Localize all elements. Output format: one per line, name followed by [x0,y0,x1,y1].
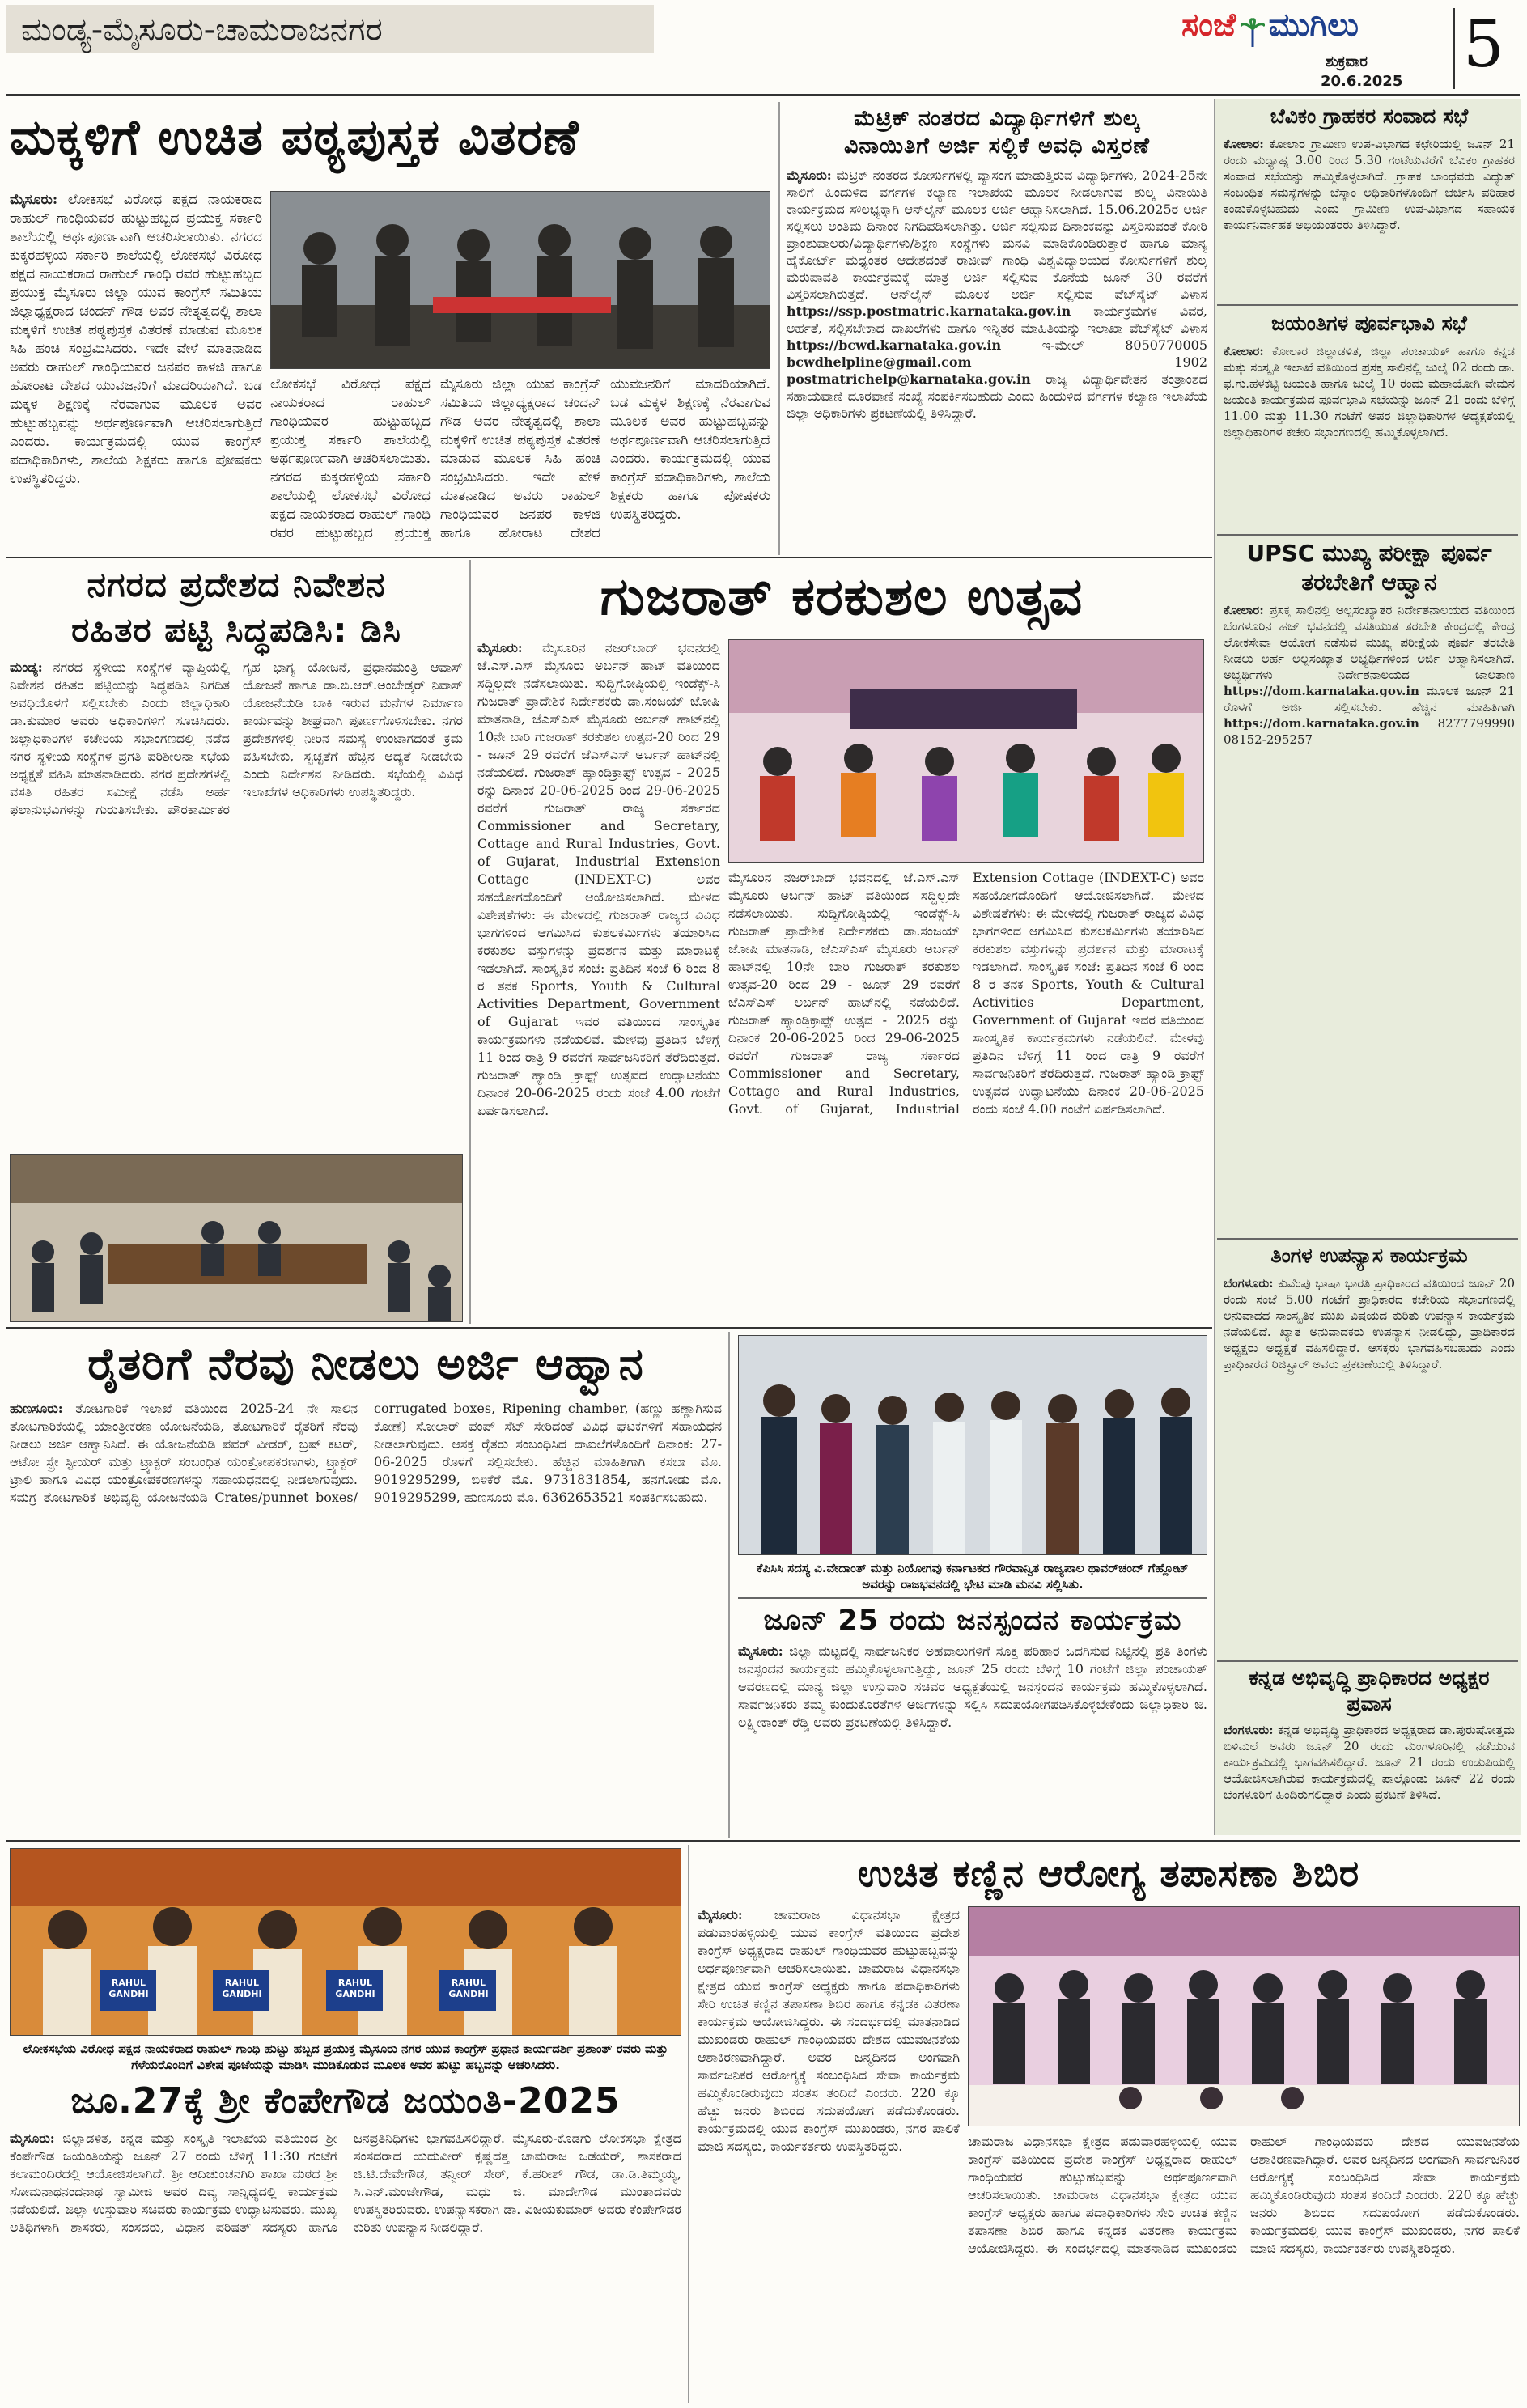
dateline: ಮೈಸೂರು: [10,192,58,208]
sidebar-text: ಕೋಲಾರ ಗ್ರಾಮೀಣ ಉಪ-ವಿಭಾಗದ ಕಛೇರಿಯಲ್ಲಿ ಜೂನ್ 21 ರಂದು ಮಧ್ಯಾಹ್ನ 3.00 ರಿಂದ 5.30 ಗಂಟೆಯವರೆಗೆ ಬೆವಿಕಂ ಗ್ರಾಹಕರ ಸಂವಾದ ಸಭೆಯನ್ನು ಹಮ್ಮಿಕೊಳ್ಳಲಾಗಿದೆ. ಗ್ರಾಹಕ ಬಾಂಧವರು ವಿದ್ಯುತ್ ಸಂಬಂಧಿತ ಸಮಸ್ಯೆಗಳನ್ನು ಬೆಸ್ಕಾಂ ಅಧಿಕಾರಿಗಳೊಂದಿಗೆ ಚರ್ಚಿಸಿ ಪರಿಹಾರ ಕಂಡುಕೊಳ್ಳಬಹುದು ಎಂದು ಗ್ರಾಮೀಣ ಉಪ-ವಿಭಾಗದ ಸಹಾಯಕ ಕಾರ್ಯನಿರ್ವಾಹಕ ಅಭಿಯಂತರರು ತಿಳಿಸಿದ್ದಾರೆ. [1224,137,1515,232]
banner-rahul-3: RAHUL GANDHI [335,1978,375,1999]
photo-eye-camp [968,1906,1520,2126]
article-textbooks-continued [270,375,770,553]
headline-textbooks: ಮಕ್ಕಳಿಗೆ ಉಚಿತ ಪಠ್ಯಪುಸ್ತಕ ವಿತರಣೆ [10,109,579,166]
article-text-2: ಕಾರ್ಯಕ್ರಮಗಳ ವಿವರ, ಅರ್ಹತೆ, ಸಲ್ಲಿಸಬೇಕಾದ ದಾಖಲೆಗಳು ಹಾಗೂ ಇನ್ನಿತರ ಮಾಹಿತಿಯನ್ನು ಇಲಾಖಾ ವೆಬ್‌ಸೈಟ್ ವಿಳಾಸ [787,303,1207,336]
palm-tree-icon [1241,18,1265,47]
link-dom-2[interactable]: https://dom.karnataka.gov.in [1224,716,1419,731]
email-label: ಇ-ಮೇಲ್ [1041,337,1084,353]
dateline: ಮಂಡ್ಯ: [10,659,43,675]
link-bcwd[interactable]: https://bcwd.karnataka.gov.in [787,337,1002,353]
article-text: ಜಿಲ್ಲಾ ಮಟ್ಟದಲ್ಲಿ ಸಾರ್ವಜನಿಕರ ಅಹವಾಲುಗಳಿಗೆ ಸೂಕ್ತ ಪರಿಹಾರ ಒದಗಿಸುವ ನಿಟ್ಟಿನಲ್ಲಿ ಪ್ರತಿ ತಿಂಗಳು ಜನಸ್ಪಂದನ ಕಾರ್ಯಕ್ರಮ ಹಮ್ಮಿಕೊಳ್ಳಲಾಗುತ್ತಿದ್ದು, ಜೂನ್ 25 ರಂದು ಬೆಳಿಗ್ಗೆ 10 ಗಂಟೆಗೆ ಜಿಲ್ಲಾ ಪಂಚಾಯತ್ ಆವರಣದಲ್ಲಿ ಮಾನ್ಯ ಜಿಲ್ಲಾ ಉಸ್ತುವಾರಿ ಸಚಿವರ ಅಧ್ಯಕ್ಷತೆಯಲ್ಲಿ ಜನಸ್ಪಂದನ ಕಾರ್ಯಕ್ರಮ ಹಮ್ಮಿಕೊಳ್ಳಲಾಗಿದೆ. ಸಾರ್ವಜನಿಕರು ತಮ್ಮ ಕುಂದುಕೊರತೆಗಳ ಅರ್ಜಿಗಳನ್ನು ಸಲ್ಲಿಸಿ ಸದುಪಯೋಗಪಡಿಸಿಕೊಳ್ಳಬೇಕೆಂದು ಜಿಲ್ಲಾಧಿಕಾರಿ ಜಿ. ಲಕ್ಷ್ಮೀಕಾಂತ್ ರೆಡ್ಡಿ ಅವರು ಪ್ರಕಟಣೆಯಲ್ಲಿ ತಿಳಿಸಿದ್ದಾರೆ. [738,1643,1207,1730]
section-rule-3 [6,1840,1520,1842]
article-janaspandana-body [738,1643,1207,1834]
sidebar-rule-3 [1217,1238,1518,1240]
photo-camp-illustration [969,1907,1520,2126]
dateline: ಮೈಸೂರು: [738,1643,783,1659]
dateline: ಹುಣಸೂರು: [10,1401,63,1416]
dateline: ಮೈಸೂರು: [787,167,832,183]
headline-scholarship-line1: ಮೆಟ್ರಿಕ್ ನಂತರದ ವಿದ್ಯಾರ್ಥಿಗಳಿಗೆ ಶುಲ್ಕ [854,106,1140,131]
column-rule [469,560,471,1324]
sidebar-headline-4: ತಿಂಗಳ ಉಪನ್ಯಾಸ ಕಾರ್ಯಕ್ರಮ [1270,1244,1468,1267]
headline-gujarat: ಗುಜರಾತ್ ಕರಕುಶಲ ಉತ್ಸವ [600,567,1084,627]
article-text: ಮೈಸೂರಿನ ನಜರ್‌ಬಾದ್ ಭವನದಲ್ಲಿ ಜೆ.ಎಸ್.ಎಸ್ ಮೈಸೂರು ಅರ್ಬನ್ ಹಾಟ್ ವತಿಯಿಂದ ಸದ್ದಿಲ್ಲದೇ ನಡೆಸಲಾಯಿತು. ಸುದ್ದಿಗೋಷ್ಠಿಯಲ್ಲಿ ಇಂಡೆಕ್ಸ್-ಸಿ ಗುಜರಾತ್ ಪ್ರಾದೇಶಿಕ ನಿರ್ದೇಶಕರು ಡಾ.ಸಂಜಯ್ ಜೋಷಿ ಮಾತನಾಡಿ, ಜೆಎಸ್‌ಎಸ್ ಮೈಸೂರು ಅರ್ಬನ್ ಹಾಟ್‌ನಲ್ಲಿ 10ನೇ ಬಾರಿ ಗುಜರಾತ್ ಕರಕುಶಲ ಉತ್ಸವ-20 ರಿಂದ 29 - ಜೂನ್ 29 ರವರೆಗೆ ಜೆಎಸ್‌ಎಸ್ ಅರ್ಬನ್ ಹಾಟ್‌ನಲ್ಲಿ ನಡೆಯಲಿದೆ. ಗುಜರಾತ್ ಹ್ಯಾಂಡಿಕ್ರಾಫ್ಟ್ ಉತ್ಸವ - 2025 ರನ್ನು ದಿನಾಂಕ 20-06-2025 ರಿಂದ 29-06-2025 ರವರೆಗೆ ಗುಜರಾತ್ ರಾಜ್ಯ ಸರ್ಕಾರದ Commissioner and Secretary, Cottage and Rural Industries, Govt. of Gujarat, Industrial Extension Cottage (INDEXT-C) ಅವರ ಸಹಯೋಗದೊಂದಿಗೆ ಆಯೋಜಿಸಲಾಗಿದೆ. ಮೇಳದ ವಿಶೇಷತೆಗಳು: ಈ ಮೇಳದಲ್ಲಿ ಗುಜರಾತ್ ರಾಜ್ಯದ ವಿವಿಧ ಭಾಗಗಳಿಂದ ಆಗಮಿಸಿದ ಕುಶಲಕರ್ಮಿಗಳು ತಯಾರಿಸಿದ ಕರಕುಶಲ ವಸ್ತುಗಳನ್ನು ಪ್ರದರ್ಶನ ಮತ್ತು ಮಾರಾಟಕ್ಕೆ ಇಡಲಾಗಿದೆ. ಸಾಂಸ್ಕೃತಿಕ ಸಂಜೆ: ಪ್ರತಿದಿನ ಸಂಜೆ 6 ರಿಂದ 8 ರ ತನಕ Sports, Youth & Cultural Activities Department, Government of Gujarat ಇವರ ವತಿಯಿಂದ ಸಾಂಸ್ಕೃತಿಕ ಕಾರ್ಯಕ್ರಮಗಳು ನಡೆಯಲಿವೆ. ಮೇಳವು ಪ್ರತಿದಿನ ಬೆಳಿಗ್ಗೆ 11 ರಿಂದ ರಾತ್ರಿ 9 ರವರೆಗೆ ಸಾರ್ವಜನಿಕರಿಗೆ ತೆರೆದಿರುತ್ತದೆ. ಗುಜರಾತ್ ಹ್ಯಾಂಡಿ ಕ್ರಾಫ್ಟ್ ಉತ್ಸವದ ಉದ್ಘಾಟನೆಯು ದಿನಾಂಕ 20-06-2025 ರಂದು ಸಂಜೆ 4.00 ಗಂಟೆಗೆ ಏರ್ಪಡಿಸಲಾಗಿದೆ. [477,640,720,1118]
issue-day: ಶುಕ್ರವಾರ [1326,53,1368,70]
sidebar-phone: 8277799990 [1437,716,1515,731]
article-housing-body [10,659,463,1151]
sidebar-text: ಪ್ರಸಕ್ತ ಸಾಲಿನಲ್ಲಿ ಅಲ್ಪಸಂಖ್ಯಾತರ ನಿರ್ದೇಶನಾಲಯದ ವತಿಯಿಂದ ಬೆಂಗಳೂರಿನ ಹಜ್ ಭವನದಲ್ಲಿ ವಸತಿಯುತ ತರಬೇತಿ ಕೇಂದ್ರದಲ್ಲಿ ಕೇಂದ್ರ ಲೋಕಸೇವಾ ಆಯೋಗ ನಡೆಸುವ ಮುಖ್ಯ ಪರೀಕ್ಷೆಯ ಪೂರ್ವ ತರಬೇತಿ ನೀಡಲು ಅರ್ಹ ಅಲ್ಪಸಂಖ್ಯಾತ ಅಭ್ಯರ್ಥಿಗಳಿಂದ ಅರ್ಜಿ ಆಹ್ವಾನಿಸಲಾಗಿದೆ. ಅಭ್ಯರ್ಥಿಗಳು ನಿರ್ದೇಶನಾಲಯದ ಜಾಲತಾಣ [1224,603,1515,682]
dateline: ಕೋಲಾರ: [1224,344,1264,358]
headline-janaspandana: ಜೂನ್ 25 ರಂದು ಜನಸ್ಪಂದನ ಕಾರ್ಯಕ್ರಮ [763,1605,1182,1637]
sidebar-headline-2: ಜಯಂತಿಗಳ ಪೂರ್ವಭಾವಿ ಸಭೆ [1271,312,1467,335]
sidebar-headline-5: ಕನ್ನಡ ಅಭಿವೃದ್ಧಿ ಪ್ರಾಧಿಕಾರದ ಅಧ್ಯಕ್ಷರ ಪ್ರವಾಸ [1249,1666,1490,1715]
article-scholarship-body [787,167,1207,552]
section-rule-2 [6,1327,1212,1329]
inner-rule [738,1597,1207,1599]
helpline-number: 1902 [1174,354,1207,370]
issue-date: 20.6.2025 [1321,73,1403,90]
column-rule [778,102,780,555]
column-rule [728,1332,730,1838]
logo-sanje: ಸಂಜೆ [1181,6,1236,44]
sidebar-headline-1: ಬೆವಿಕಂ ಗ್ರಾಹಕರ ಸಂವಾದ ಸಭೆ [1270,104,1469,128]
section-title: ಮಂಡ್ಯ-ಮೈಸೂರು-ಚಾಮರಾಜನಗರ [21,11,383,49]
photo-birthday-celebration [10,1848,681,2036]
article-text-3: ರಾಜ್ಯ ವಿದ್ಯಾರ್ಥಿವೇತನ ತಂತ್ರಾಂಶದ ಸಹಾಯವಾಣಿ ದೂರವಾಣಿ ಸಂಖ್ಯೆ ಸಂಪರ್ಕಿಸಬಹುದು ಎಂದು ಹಿಂದುಳಿದ ವರ್ಗಗಳ ಕಲ್ಯಾಣ ಇಲಾಖೆಯ ಜಿಲ್ಲಾ ಅಧಿಕಾರಿಗಳು ಪ್ರಕಟಣೆಯಲ್ಲಿ ತಿಳಿಸಿದ್ದಾರೆ. [787,371,1207,421]
sidebar-body-5 [1224,1722,1515,1832]
photo-textbook-distribution [270,191,770,369]
photo-dc-meeting [10,1154,463,1322]
link-dom[interactable]: https://dom.karnataka.gov.in [1224,684,1419,698]
dateline: ಮೈಸೂರು: [477,640,523,655]
banner-rahul-2: RAHUL GANDHI [222,1978,262,1999]
sidebar-headline-3: UPSC ಮುಖ್ಯ ಪರೀಕ್ಷಾ ಪೂರ್ವ ತರಬೇತಿಗೆ ಆಹ್ವಾನ [1246,540,1492,596]
photo-people-illustration [271,192,770,369]
dateline: ಕೋಲಾರ: [1224,137,1264,151]
sidebar-body-1 [1224,136,1515,298]
article-text: ತೋಟಗಾರಿಕೆ ಇಲಾಖೆ ವತಿಯಿಂದ 2025-24 ನೇ ಸಾಲಿನ ತೋಟಗಾರಿಕೆಯಲ್ಲಿ ಯಾಂತ್ರೀಕರಣ ಯೋಜನೆಯಡಿ, ತೋಟಗಾರಿಕೆ ರೈತರಿಗೆ ನೆರವು ನೀಡಲು ಅರ್ಜಿ ಆಹ್ವಾನಿಸಿದೆ. ಈ ಯೋಜನೆಯಡಿ ಪವರ್ ವೀಡರ್, ಬ್ರಷ್ ಕಟರ್, ಆಟೋ ಸ್ಪ್ರೇ ಸ್ಟೀಯರ್ ಮತ್ತು ಟ್ರ್ಯಾಕ್ಟರ್ ಸಂಬಂಧಿತ ಯಂತ್ರೋಪಕರಣಗಳು, ಟ್ರ್ಯಾಕ್ಟರ್ ಟ್ರಾಲಿ ಹಾಗೂ ವಿವಿಧ ಯಂತ್ರೋಪಕರಣಗಳನ್ನು ಸಹಾಯಧನದಲ್ಲಿ ನೀಡಲಾಗುವುದು. ಸಮಗ್ರ ತೋಟಗಾರಿಕೆ ಅಭಿವೃದ್ಧಿ ಯೋಜನೆಯಡಿ Crates/punnet boxes/ corrugated boxes, Ripening chamber, (ಹಣ್ಣು ಹಣ್ಣಾಗಿಸುವ ಕೋಣೆ) ಸೋಲಾರ್ ಪಂಪ್ ಸೆಟ್ ಸೇರಿದಂತೆ ವಿವಿಧ ಘಟಕಗಳಿಗೆ ಸಹಾಯಧನ ನೀಡಲಾಗುವುದು. ಆಸಕ್ತ ರೈತರು ಸಂಬಂಧಿಸಿದ ದಾಖಲೆಗಳೊಂದಿಗೆ ದಿನಾಂಕ: 27-06-2025 ರೊಳಗೆ ಸಲ್ಲಿಸಬೇಕು. ಹೆಚ್ಚಿನ ಮಾಹಿತಿಗಾಗಿ ಕಸಬಾ ಮೊ. 9019295299, ಬಿಳಿಕೆರೆ ಮೊ. 9731831854, ಹನಗೋಡು ಮೊ. 9019295299, ಹುಣಸೂರು ಮೊ. 6362653521 ಸಂಪರ್ಕಿಸಬಹುದು. [10,1401,722,1505]
article-textbooks-body [10,191,262,553]
dateline: ಮೈಸೂರು: [698,1907,743,1923]
article-text-continued: ಚಾಮರಾಜ ವಿಧಾನಸಭಾ ಕ್ಷೇತ್ರದ ಪಡುವಾರಹಳ್ಳಿಯಲ್ಲಿ ಯುವ ಕಾಂಗ್ರೆಸ್ ವತಿಯಿಂದ ಪ್ರದೇಶ ಕಾಂಗ್ರೆಸ್ ಅಧ್ಯಕ್ಷರಾದ ರಾಹುಲ್ ಗಾಂಧಿಯವರ ಹುಟ್ಟುಹಬ್ಬವನ್ನು ಅರ್ಥಪೂರ್ಣವಾಗಿ ಆಚರಿಸಲಾಯಿತು. ಚಾಮರಾಜ ವಿಧಾನಸಭಾ ಕ್ಷೇತ್ರದ ಯುವ ಕಾಂಗ್ರೆಸ್ ಅಧ್ಯಕ್ಷರು ಹಾಗೂ ಪದಾಧಿಕಾರಿಗಳು ಸೇರಿ ಉಚಿತ ಕಣ್ಣಿನ ತಪಾಸಣಾ ಶಿಬಿರ ಹಾಗೂ ಕನ್ನಡಕ ವಿತರಣಾ ಕಾರ್ಯಕ್ರಮ ಆಯೋಜಿಸಿದ್ದರು. ಈ ಸಂದರ್ಭದಲ್ಲಿ ಮಾತನಾಡಿದ ಮುಖಂಡರು ರಾಹುಲ್ ಗಾಂಧಿಯವರು ದೇಶದ ಯುವಜನತೆಯ ಆಶಾಕಿರಣವಾಗಿದ್ದಾರೆ. ಅವರ ಜನ್ಮದಿನದ ಅಂಗವಾಗಿ ಸಾರ್ವಜನಿಕರ ಆರೋಗ್ಯಕ್ಕೆ ಸಂಬಂಧಿಸಿದ ಸೇವಾ ಕಾರ್ಯಕ್ರಮ ಹಮ್ಮಿಕೊಂಡಿರುವುದು ಸಂತಸ ತಂದಿದೆ ಎಂದರು. 220 ಕ್ಕೂ ಹೆಚ್ಚು ಜನರು ಶಿಬಿರದ ಸದುಪಯೋಗ ಪಡೆದುಕೊಂಡರು. ಕಾರ್ಯಕ್ರಮದಲ್ಲಿ ಯುವ ಕಾಂಗ್ರೆಸ್ ಮುಖಂಡರು, ನಗರ ಪಾಲಿಕೆ ಮಾಜಿ ಸದಸ್ಯರು, ಕಾರ್ಯಕರ್ತರು ಉಪಸ್ಥಿತರಿದ್ದರು. [968,2134,1520,2256]
article-kempegowda-body [10,2130,681,2402]
headline-eye-camp: ಉಚಿತ ಕಣ್ಣಿನ ಆರೋಗ್ಯ ತಪಾಸಣಾ ಶಿಬಿರ [857,1851,1360,1895]
article-gujarat-body-a [477,639,720,1319]
photo-delegation-illustration [739,1336,1207,1555]
article-text: ಚಾಮರಾಜ ವಿಧಾನಸಭಾ ಕ್ಷೇತ್ರದ ಪಡುವಾರಹಳ್ಳಿಯಲ್ಲಿ ಯುವ ಕಾಂಗ್ರೆಸ್ ವತಿಯಿಂದ ಪ್ರದೇಶ ಕಾಂಗ್ರೆಸ್ ಅಧ್ಯಕ್ಷರಾದ ರಾಹುಲ್ ಗಾಂಧಿಯವರ ಹುಟ್ಟುಹಬ್ಬವನ್ನು ಅರ್ಥಪೂರ್ಣವಾಗಿ ಆಚರಿಸಲಾಯಿತು. ಚಾಮರಾಜ ವಿಧಾನಸಭಾ ಕ್ಷೇತ್ರದ ಯುವ ಕಾಂಗ್ರೆಸ್ ಅಧ್ಯಕ್ಷರು ಹಾಗೂ ಪದಾಧಿಕಾರಿಗಳು ಸೇರಿ ಉಚಿತ ಕಣ್ಣಿನ ತಪಾಸಣಾ ಶಿಬಿರ ಹಾಗೂ ಕನ್ನಡಕ ವಿತರಣಾ ಕಾರ್ಯಕ್ರಮ ಆಯೋಜಿಸಿದ್ದರು. ಈ ಸಂದರ್ಭದಲ್ಲಿ ಮಾತನಾಡಿದ ಮುಖಂಡರು ರಾಹುಲ್ ಗಾಂಧಿಯವರು ದೇಶದ ಯುವಜನತೆಯ ಆಶಾಕಿರಣವಾಗಿದ್ದಾರೆ. ಅವರ ಜನ್ಮದಿನದ ಅಂಗವಾಗಿ ಸಾರ್ವಜನಿಕರ ಆರೋಗ್ಯಕ್ಕೆ ಸಂಬಂಧಿಸಿದ ಸೇವಾ ಕಾರ್ಯಕ್ರಮ ಹಮ್ಮಿಕೊಂಡಿರುವುದು ಸಂತಸ ತಂದಿದೆ ಎಂದರು. 220 ಕ್ಕೂ ಹೆಚ್ಚು ಜನರು ಶಿಬಿರದ ಸದುಪಯೋಗ ಪಡೆದುಕೊಂಡರು. ಕಾರ್ಯಕ್ರಮದಲ್ಲಿ ಯುವ ಕಾಂಗ್ರೆಸ್ ಮುಖಂಡರು, ನಗರ ಪಾಲಿಕೆ ಮಾಜಿ ಸದಸ್ಯರು, ಕಾರ್ಯಕರ್ತರು ಉಪಸ್ಥಿತರಿದ್ದರು. [698,1907,960,2154]
article-text-continued: ಲೋಕಸಭೆ ವಿರೋಧ ಪಕ್ಷದ ನಾಯಕರಾದ ರಾಹುಲ್ ಗಾಂಧಿಯವರ ಹುಟ್ಟುಹಬ್ಬದ ಪ್ರಯುಕ್ತ ಸರ್ಕಾರಿ ಶಾಲೆಯಲ್ಲಿ ಅರ್ಥಪೂರ್ಣವಾಗಿ ಆಚರಿಸಲಾಯಿತು. ನಗರದ ಕುಕ್ಕರಹಳ್ಳಿಯ ಸರ್ಕಾರಿ ಶಾಲೆಯಲ್ಲಿ ಲೋಕಸಭೆ ವಿರೋಧ ಪಕ್ಷದ ನಾಯಕರಾದ ರಾಹುಲ್ ಗಾಂಧಿ ರವರ ಹುಟ್ಟುಹಬ್ಬದ ಪ್ರಯುಕ್ತ ಮೈಸೂರು ಜಿಲ್ಲಾ ಯುವ ಕಾಂಗ್ರೆಸ್ ಸಮಿತಿಯ ಜಿಲ್ಲಾಧ್ಯಕ್ಷರಾದ ಚಂದನ್ ಗೌಡ ಅವರ ನೇತೃತ್ವದಲ್ಲಿ ಶಾಲಾ ಮಕ್ಕಳಿಗೆ ಉಚಿತ ಪಠ್ಯಪುಸ್ತಕ ವಿತರಣೆ ಮಾಡುವ ಮೂಲಕ ಸಿಹಿ ಹಂಚಿ ಸಂಭ್ರಮಿಸಿದರು. ಇದೇ ವೇಳೆ ಮಾತನಾಡಿದ ಅವರು ರಾಹುಲ್ ಗಾಂಧಿಯವರ ಜನಪರ ಕಾಳಜಿ ಹಾಗೂ ಹೋರಾಟ ದೇಶದ ಯುವಜನರಿಗೆ ಮಾದರಿಯಾಗಿದೆ. ಬಡ ಮಕ್ಕಳ ಶಿಕ್ಷಣಕ್ಕೆ ನೆರವಾಗುವ ಮೂಲಕ ಅವರ ಹುಟ್ಟುಹಬ್ಬವನ್ನು ಅರ್ಥಪೂರ್ಣವಾಗಿ ಆಚರಿಸಲಾಗುತ್ತಿದೆ ಎಂದರು. ಕಾರ್ಯಕ್ರಮದಲ್ಲಿ ಯುವ ಕಾಂಗ್ರೆಸ್ ಪದಾಧಿಕಾರಿಗಳು, ಶಾಲೆಯ ಶಿಕ್ಷಕರು ಹಾಗೂ ಪೋಷಕರು ಉಪಸ್ಥಿತರಿದ್ದರು. [270,376,770,541]
photo-festival-illustration [729,640,1204,863]
link-ssp[interactable]: https://ssp.postmatric.karnataka.gov.in [787,303,1071,319]
headline-housing-line2: ರಹಿತರ ಪಟ್ಟಿ ಸಿದ್ಧಪಡಿಸಿ: ಡಿಸಿ [71,610,401,650]
paper-logo [1181,6,1457,55]
sidebar-rule-2 [1217,534,1518,536]
phone-number: 8050770005 [1125,337,1207,353]
photo-pooja-illustration [11,1849,681,2036]
caption-governor: ಕೆಪಿಸಿಸಿ ಸದಸ್ಯ ವಿ.ವೇದಾಂತ್ ಮತ್ತು ನಿಯೋಗವು ಕರ್ನಾಟಕದ ಗೌರವಾನ್ವಿತ ರಾಜ್ಯಪಾಲ ಥಾವರ್‌ಚಂದ್ ಗೆಹ್ಲೋಟ್ ಅವರನ್ನು ರಾಜಭವನದಲ್ಲಿ ಭೇಟಿ ಮಾಡಿ ಮನವಿ ಸಲ್ಲಿಸಿತು. [757,1561,1189,1592]
sidebar-text: ಕೋಲಾರ ಜಿಲ್ಲಾಡಳಿತ, ಜಿಲ್ಲಾ ಪಂಚಾಯತ್ ಹಾಗೂ ಕನ್ನಡ ಮತ್ತು ಸಂಸ್ಕೃತಿ ಇಲಾಖೆ ವತಿಯಿಂದ ಪ್ರಸಕ್ತ ಸಾಲಿನಲ್ಲಿ ಜುಲೈ 02 ರಂದು ಡಾ. ಫ.ಗು.ಹಳಕಟ್ಟಿ ಜಯಂತಿ ಹಾಗೂ ಜುಲೈ 10 ರಂದು ಮಹಾಯೋಗಿ ವೇಮನ ಜಯಂತಿ ಕಾರ್ಯಕ್ರಮದ ಪೂರ್ವಭಾವಿ ಸಭೆಯನ್ನು ಜೂನ್ 21 ರಂದು ಬೆಳಿಗ್ಗೆ 11.00 ಮತ್ತು 11.30 ಗಂಟೆಗೆ ಅಪರ ಜಿಲ್ಲಾಧಿಕಾರಿಗಳ ಅಧ್ಯಕ್ಷತೆಯಲ್ಲಿ ಜಿಲ್ಲಾಧಿಕಾರಿಗಳ ಕಚೇರಿ ಸಭಾಂಗಣದಲ್ಲಿ ಹಮ್ಮಿಕೊಳ್ಳಲಾಗಿದೆ. [1224,344,1515,439]
banner-rahul-4: RAHUL GANDHI [448,1978,489,1999]
article-eye-camp-body-b [968,2133,1520,2402]
section-rule-1 [6,557,1212,558]
sidebar-body-4 [1224,1275,1515,1656]
sidebar-text: ಕನ್ನಡ ಅಭಿವೃದ್ಧಿ ಪ್ರಾಧಿಕಾರದ ಅಧ್ಯಕ್ಷರಾದ ಡಾ.ಪುರುಷೋತ್ತಮ ಬಿಳಿಮಲೆ ಅವರು ಜೂನ್ 20 ರಂದು ಮಂಗಳೂರಿನಲ್ಲಿ ನಡೆಯುವ ಕಾರ್ಯಕ್ರಮದಲ್ಲಿ ಭಾಗವಹಿಸಲಿದ್ದಾರೆ. ಜೂನ್ 21 ರಂದು ಉಡುಪಿಯಲ್ಲಿ ಆಯೋಜಿಸಲಾಗಿರುವ ಕಾರ್ಯಕ್ರಮದಲ್ಲಿ ಪಾಲ್ಗೊಂಡು ಜೂನ್ 22 ರಂದು ಬೆಂಗಳೂರಿಗೆ ಹಿಂದಿರುಗಲಿದ್ದಾರೆ ಎಂದು ಪ್ರಕಟಣೆ ತಿಳಿಸಿದೆ. [1224,1723,1515,1802]
headline-farmers: ರೈತರಿಗೆ ನೆರವು ನೀಡಲು ಅರ್ಜಿ ಆಹ್ವಾನ [87,1338,644,1389]
article-text-continued: ಮೈಸೂರಿನ ನಜರ್‌ಬಾದ್ ಭವನದಲ್ಲಿ ಜೆ.ಎಸ್.ಎಸ್ ಮೈಸೂರು ಅರ್ಬನ್ ಹಾಟ್ ವತಿಯಿಂದ ಸದ್ದಿಲ್ಲದೇ ನಡೆಸಲಾಯಿತು. ಸುದ್ದಿಗೋಷ್ಠಿಯಲ್ಲಿ ಇಂಡೆಕ್ಸ್-ಸಿ ಗುಜರಾತ್ ಪ್ರಾದೇಶಿಕ ನಿರ್ದೇಶಕರು ಡಾ.ಸಂಜಯ್ ಜೋಷಿ ಮಾತನಾಡಿ, ಜೆಎಸ್‌ಎಸ್ ಮೈಸೂರು ಅರ್ಬನ್ ಹಾಟ್‌ನಲ್ಲಿ 10ನೇ ಬಾರಿ ಗುಜರಾತ್ ಕರಕುಶಲ ಉತ್ಸವ-20 ರಿಂದ 29 - ಜೂನ್ 29 ರವರೆಗೆ ಜೆಎಸ್‌ಎಸ್ ಅರ್ಬನ್ ಹಾಟ್‌ನಲ್ಲಿ ನಡೆಯಲಿದೆ. ಗುಜರಾತ್ ಹ್ಯಾಂಡಿಕ್ರಾಫ್ಟ್ ಉತ್ಸವ - 2025 ರನ್ನು ದಿನಾಂಕ 20-06-2025 ರಿಂದ 29-06-2025 ರವರೆಗೆ ಗುಜರಾತ್ ರಾಜ್ಯ ಸರ್ಕಾರದ Commissioner and Secretary, Cottage and Rural Industries, Govt. of Gujarat, Industrial Extension Cottage (INDEXT-C) ಅವರ ಸಹಯೋಗದೊಂದಿಗೆ ಆಯೋಜಿಸಲಾಗಿದೆ. ಮೇಳದ ವಿಶೇಷತೆಗಳು: ಈ ಮೇಳದಲ್ಲಿ ಗುಜರಾತ್ ರಾಜ್ಯದ ವಿವಿಧ ಭಾಗಗಳಿಂದ ಆಗಮಿಸಿದ ಕುಶಲಕರ್ಮಿಗಳು ತಯಾರಿಸಿದ ಕರಕುಶಲ ವಸ್ತುಗಳನ್ನು ಪ್ರದರ್ಶನ ಮತ್ತು ಮಾರಾಟಕ್ಕೆ ಇಡಲಾಗಿದೆ. ಸಾಂಸ್ಕೃತಿಕ ಸಂಜೆ: ಪ್ರತಿದಿನ ಸಂಜೆ 6 ರಿಂದ 8 ರ ತನಕ Sports, Youth & Cultural Activities Department, Government of Gujarat ಇವರ ವತಿಯಿಂದ ಸಾಂಸ್ಕೃತಿಕ ಕಾರ್ಯಕ್ರಮಗಳು ನಡೆಯಲಿವೆ. ಮೇಳವು ಪ್ರತಿದಿನ ಬೆಳಿಗ್ಗೆ 11 ರಿಂದ ರಾತ್ರಿ 9 ರವರೆಗೆ ಸಾರ್ವಜನಿಕರಿಗೆ ತೆರೆದಿರುತ್ತದೆ. ಗುಜರಾತ್ ಹ್ಯಾಂಡಿ ಕ್ರಾಫ್ಟ್ ಉತ್ಸವದ ಉದ್ಘಾಟನೆಯು ದಿನಾಂಕ 20-06-2025 ರಂದು ಸಂಜೆ 4.00 ಗಂಟೆಗೆ ಏರ್ಪಡಿಸಲಾಗಿದೆ. [728,870,1204,1117]
sidebar-body-2 [1224,343,1515,529]
photo-governor-meeting [738,1335,1207,1555]
sidebar-text: ಕುವೆಂಪು ಭಾಷಾ ಭಾರತಿ ಪ್ರಾಧಿಕಾರದ ವತಿಯಿಂದ ಜೂನ್ 20 ರಂದು ಸಂಜೆ 5.00 ಗಂಟೆಗೆ ಪ್ರಾಧಿಕಾರದ ಕಚೇರಿಯ ಸಭಾಂಗಣದಲ್ಲಿ ಅನುವಾದದ ಸಾಂಸ್ಕೃತಿಕ ಮುಖ ವಿಷಯದ ಕುರಿತು ಉಪನ್ಯಾಸ ಕಾರ್ಯಕ್ರಮ ನಡೆಯಲಿದೆ. ಖ್ಯಾತ ಅನುವಾದಕರು ಉಪನ್ಯಾಸ ನೀಡಲಿದ್ದು, ಪ್ರಾಧಿಕಾರದ ಅಧ್ಯಕ್ಷರು ಅಧ್ಯಕ್ಷತೆ ವಹಿಸಲಿದ್ದಾರೆ. ಆಸಕ್ತರು ಭಾಗವಹಿಸಬಹುದು ಎಂದು ಪ್ರಾಧಿಕಾರದ ರಿಜಿಸ್ಟ್ರಾರ್ ಅವರು ಪ್ರಕಟಣೆಯಲ್ಲಿ ತಿಳಿಸಿದ್ದಾರೆ. [1224,1276,1515,1371]
article-text: ಜಿಲ್ಲಾಡಳಿತ, ಕನ್ನಡ ಮತ್ತು ಸಂಸ್ಕೃತಿ ಇಲಾಖೆಯ ವತಿಯಿಂದ ಶ್ರೀ ಕೆಂಪೇಗೌಡ ಜಯಂತಿಯನ್ನು ಜೂನ್ 27 ರಂದು ಬೆಳಿಗ್ಗೆ 11:30 ಗಂಟೆಗೆ ಕಲಾಮಂದಿರದಲ್ಲಿ ಆಯೋಜಿಸಲಾಗಿದೆ. ಶ್ರೀ ಆದಿಚುಂಚನಗಿರಿ ಶಾಖಾ ಮಠದ ಶ್ರೀ ಸೋಮನಾಥನಂದನಾಥ ಸ್ವಾಮೀಜಿ ಅವರ ದಿವ್ಯ ಸಾನ್ನಿಧ್ಯದಲ್ಲಿ ಕಾರ್ಯಕ್ರಮ ನಡೆಯಲಿದೆ. ಜಿಲ್ಲಾ ಉಸ್ತುವಾರಿ ಸಚಿವರು ಕಾರ್ಯಕ್ರಮ ಉದ್ಘಾಟಿಸುವರು. ಮುಖ್ಯ ಅತಿಥಿಗಳಾಗಿ ಶಾಸಕರು, ಸಂಸದರು, ವಿಧಾನ ಪರಿಷತ್ ಸದಸ್ಯರು ಹಾಗೂ ಜನಪ್ರತಿನಿಧಿಗಳು ಭಾಗವಹಿಸಲಿದ್ದಾರೆ. ಮೈಸೂರು-ಕೊಡಗು ಲೋಕಸಭಾ ಕ್ಷೇತ್ರದ ಸಂಸದರಾದ ಯದುವೀರ್ ಕೃಷ್ಣದತ್ತ ಚಾಮರಾಜ ಒಡೆಯರ್, ಶಾಸಕರಾದ ಜಿ.ಟಿ.ದೇವೇಗೌಡ, ತನ್ವೀರ್ ಸೇಠ್, ಕೆ.ಹರೀಶ್ ಗೌಡ, ಡಾ.ಡಿ.ತಿಮ್ಮಯ್ಯ, ಸಿ.ಎನ್.ಮಂಜೇಗೌಡ, ಮಧು ಜಿ. ಮಾದೇಗೌಡ ಮುಂತಾದವರು ಉಪಸ್ಥಿತರಿರುವರು. ಉಪನ್ಯಾಸಕರಾಗಿ ಡಾ. ವಿಜಯಕುಮಾರ್ ಅವರು ಕೆಂಪೇಗೌಡರ ಕುರಿತು ಉಪನ್ಯಾಸ ನೀಡಲಿದ್ದಾರೆ. [10,2130,681,2235]
sidebar-phone-2: 08152-295257 [1224,732,1313,747]
article-eye-camp-body-a [698,1906,960,2402]
masthead-rule [6,94,1520,96]
dateline: ಕೋಲಾರ: [1224,603,1264,617]
headline-housing-line1: ನಗರದ ಪ್ರದೇಶದ ನಿವೇಶನ [87,565,386,604]
column-rule [688,1845,689,2403]
article-farmers-body [10,1400,722,1837]
sidebar-body-3 [1224,602,1515,1233]
page-number: 5 [1463,6,1504,82]
photo-meeting-illustration [11,1155,463,1322]
caption-birthday: ಲೋಕಸಭೆಯ ವಿರೋಧ ಪಕ್ಷದ ನಾಯಕರಾದ ರಾಹುಲ್ ಗಾಂಧಿ ಹುಟ್ಟು ಹಬ್ಬದ ಪ್ರಯುಕ್ತ ಮೈಸೂರು ನಗರ ಯುವ ಕಾಂಗ್ರೆಸ್ ಪ್ರಧಾನ ಕಾರ್ಯದರ್ಶಿ ಪ್ರಶಾಂತ್ ರವರು ಮತ್ತು ಗೆಳೆಯರೊಂದಿಗೆ ವಿಶೇಷ ಪೂಜೆಯನ್ನು ಮಾಡಿಸಿ ಮುಡಿಕೊಡುವ ಮೂಲಕ ಅವರ ಹುಟ್ಟು ಹಬ್ಬವನ್ನು ಆಚರಿಸಿದರು. [23,2041,668,2072]
sidebar-rule-1 [1217,304,1518,306]
headline-kempegowda: ಜೂ.27ಕ್ಕೆ ಶ್ರೀ ಕೆಂಪೇಗೌಡ ಜಯಂತಿ-2025 [70,2080,621,2122]
article-text: ನಗರದ ಸ್ಥಳೀಯ ಸಂಸ್ಥೆಗಳ ವ್ಯಾಪ್ತಿಯಲ್ಲಿ ನಿವೇಶನ ರಹಿತರ ಪಟ್ಟಿಯನ್ನು ಸಿದ್ಧಪಡಿಸಿ ನಿಗದಿತ ಅವಧಿಯೊಳಗೆ ಸಲ್ಲಿಸಬೇಕು ಎಂದು ಜಿಲ್ಲಾಧಿಕಾರಿ ಡಾ.ಕುಮಾರ ಅವರು ಅಧಿಕಾರಿಗಳಿಗೆ ಸೂಚಿಸಿದರು. ಜಿಲ್ಲಾಧಿಕಾರಿಗಳ ಕಚೇರಿಯ ಸಭಾಂಗಣದಲ್ಲಿ ನಡೆದ ನಗರ ಸ್ಥಳೀಯ ಸಂಸ್ಥೆಗಳ ಪ್ರಗತಿ ಪರಿಶೀಲನಾ ಸಭೆಯ ಅಧ್ಯಕ್ಷತೆ ವಹಿಸಿ ಮಾತನಾಡಿದರು. ನಗರ ಪ್ರದೇಶಗಳಲ್ಲಿ ವಸತಿ ರಹಿತರ ಸಮೀಕ್ಷೆ ನಡೆಸಿ ಅರ್ಹ ಫಲಾನುಭವಿಗಳನ್ನು ಗುರುತಿಸಬೇಕು. ಪೌರಕಾರ್ಮಿಕರ ಗೃಹ ಭಾಗ್ಯ ಯೋಜನೆ, ಪ್ರಧಾನಮಂತ್ರಿ ಆವಾಸ್ ಯೋಜನೆ ಹಾಗೂ ಡಾ.ಬಿ.ಆರ್.ಅಂಬೇಡ್ಕರ್ ನಿವಾಸ್ ಯೋಜನೆಯಡಿ ಬಾಕಿ ಇರುವ ಮನೆಗಳ ನಿರ್ಮಾಣ ಕಾರ್ಯವನ್ನು ಶೀಘ್ರವಾಗಿ ಪೂರ್ಣಗೊಳಿಸಬೇಕು. ನಗರ ಪ್ರದೇಶಗಳಲ್ಲಿ ನೀರಿನ ಸಮಸ್ಯೆ ಉಂಟಾಗದಂತೆ ಕ್ರಮ ವಹಿಸಬೇಕು, ಸ್ವಚ್ಛತೆಗೆ ಹೆಚ್ಚಿನ ಆದ್ಯತೆ ನೀಡಬೇಕು ಎಂದು ನಿರ್ದೇಶನ ನೀಡಿದರು. ಸಭೆಯಲ್ಲಿ ವಿವಿಧ ಇಲಾಖೆಗಳ ಅಧಿಕಾರಿಗಳು ಉಪಸ್ಥಿತರಿದ್ದರು. [10,659,463,817]
banner-rahul-1: RAHUL GANDHI [108,1978,149,1999]
page-divider [1453,8,1455,89]
dateline: ಬೆಂಗಳೂರು: [1224,1723,1274,1737]
sidebar-rule-4 [1217,1660,1518,1662]
article-gujarat-body-b [728,869,1204,1319]
article-text: ಮೆಟ್ರಿಕ್ ನಂತರದ ಕೋರ್ಸುಗಳಲ್ಲಿ ವ್ಯಾಸಂಗ ಮಾಡುತ್ತಿರುವ ವಿದ್ಯಾರ್ಥಿಗಳು, 2024-25ನೇ ಸಾಲಿಗೆ ಹಿಂದುಳಿದ ವರ್ಗಗಳ ಕಲ್ಯಾಣ ಇಲಾಖೆಯ ಮೂಲಕ ನೀಡಲಾಗುವ ಶುಲ್ಕ ವಿನಾಯಿತಿ ಕಾರ್ಯಕ್ರಮದ ಸೌಲಭ್ಯಕ್ಕಾಗಿ ಆನ್‌ಲೈನ್ ಮೂಲಕ ಅರ್ಜಿ ಆಹ್ವಾನಿಸಲಾಗಿದೆ. 15.06.2025ರ ಅರ್ಜಿ ಸಲ್ಲಿಸಲು ಅಂತಿಮ ದಿನಾಂಕ ನಿಗದಿಪಡಿಸಲಾಗಿತ್ತು. ಅರ್ಜಿ ಸಲ್ಲಿಸುವ ದಿನಾಂಕವನ್ನು ವಿಸ್ತರಿಸುವಂತೆ ಕೋರಿ ಪ್ರಾಂಶುಪಾಲರು/ವಿದ್ಯಾರ್ಥಿಗಳು/ಶಿಕ್ಷಣ ಸಂಸ್ಥೆಗಳು ಮನವಿ ಮಾಡಿಕೊಂಡಿರುತ್ತಾರೆ ಹಾಗೂ ಮಾನ್ಯ ಹೈಕೋರ್ಟ್ ಮಧ್ಯಂತರ ಆದೇಶದಂತೆ ರಾಜೀವ್ ಗಾಂಧಿ ವಿಶ್ವವಿದ್ಯಾಲಯದ ಕೋರ್ಸುಗಳಿಗೆ ಶುಲ್ಕ ಮರುಪಾವತಿ ಕಾರ್ಯಕ್ರಮಕ್ಕೆ ಮಾತ್ರ ಅರ್ಜಿ ಸಲ್ಲಿಸುವ ಕೊನೆಯ ಜೂನ್ 30 ರವರೆಗೆ ವಿಸ್ತರಿಸಲಾಗಿರುತ್ತದೆ. ಆನ್‌ಲೈನ್ ಮೂಲಕ ಅರ್ಜಿ ಸಲ್ಲಿಸುವ ವೆಬ್‌ಸೈಟ್ ವಿಳಾಸ [787,167,1207,302]
article-text: ಲೋಕಸಭೆ ವಿರೋಧ ಪಕ್ಷದ ನಾಯಕರಾದ ರಾಹುಲ್ ಗಾಂಧಿಯವರ ಹುಟ್ಟುಹಬ್ಬದ ಪ್ರಯುಕ್ತ ಸರ್ಕಾರಿ ಶಾಲೆಯಲ್ಲಿ ಅರ್ಥಪೂರ್ಣವಾಗಿ ಆಚರಿಸಲಾಯಿತು. ನಗರದ ಕುಕ್ಕರಹಳ್ಳಿಯ ಸರ್ಕಾರಿ ಶಾಲೆಯಲ್ಲಿ ಲೋಕಸಭೆ ವಿರೋಧ ಪಕ್ಷದ ನಾಯಕರಾದ ರಾಹುಲ್ ಗಾಂಧಿ ರವರ ಹುಟ್ಟುಹಬ್ಬದ ಪ್ರಯುಕ್ತ ಮೈಸೂರು ಜಿಲ್ಲಾ ಯುವ ಕಾಂಗ್ರೆಸ್ ಸಮಿತಿಯ ಜಿಲ್ಲಾಧ್ಯಕ್ಷರಾದ ಚಂದನ್ ಗೌಡ ಅವರ ನೇತೃತ್ವದಲ್ಲಿ ಶಾಲಾ ಮಕ್ಕಳಿಗೆ ಉಚಿತ ಪಠ್ಯಪುಸ್ತಕ ವಿತರಣೆ ಮಾಡುವ ಮೂಲಕ ಸಿಹಿ ಹಂಚಿ ಸಂಭ್ರಮಿಸಿದರು. ಇದೇ ವೇಳೆ ಮಾತನಾಡಿದ ಅವರು ರಾಹುಲ್ ಗಾಂಧಿಯವರ ಜನಪರ ಕಾಳಜಿ ಹಾಗೂ ಹೋರಾಟ ದೇಶದ ಯುವಜನರಿಗೆ ಮಾದರಿಯಾಗಿದೆ. ಬಡ ಮಕ್ಕಳ ಶಿಕ್ಷಣಕ್ಕೆ ನೆರವಾಗುವ ಮೂಲಕ ಅವರ ಹುಟ್ಟುಹಬ್ಬವನ್ನು ಅರ್ಥಪೂರ್ಣವಾಗಿ ಆಚರಿಸಲಾಗುತ್ತಿದೆ ಎಂದರು. ಕಾರ್ಯಕ್ರಮದಲ್ಲಿ ಯುವ ಕಾಂಗ್ರೆಸ್ ಪದಾಧಿಕಾರಿಗಳು, ಶಾಲೆಯ ಶಿಕ್ಷಕರು ಹಾಗೂ ಪೋಷಕರು ಉಪಸ್ಥಿತರಿದ್ದರು. [10,192,262,487]
dateline: ಬೆಂಗಳೂರು: [1224,1276,1274,1291]
dateline: ಮೈಸೂರು: [10,2130,55,2146]
email-postmatric[interactable]: postmatrichelp@karnataka.gov.in [787,371,1031,387]
logo-mugilu: ಮುಗಿಲು [1268,6,1359,44]
photo-gujarat-festival [728,639,1204,863]
headline-scholarship-line2: ವಿನಾಯಿತಿಗೆ ಅರ್ಜಿ ಸಲ್ಲಿಕೆ ಅವಧಿ ವಿಸ್ತರಣೆ [843,134,1150,159]
email-bcwd[interactable]: bcwdhelpline@gmail.com [787,354,972,370]
sidebar-text-2: ಮೂಲಕ ಜೂನ್ 21 ರೊಳಗೆ ಅರ್ಜಿ ಸಲ್ಲಿಸಬೇಕು. ಹೆಚ್ಚಿನ ಮಾಹಿತಿಗಾಗಿ [1224,684,1515,714]
